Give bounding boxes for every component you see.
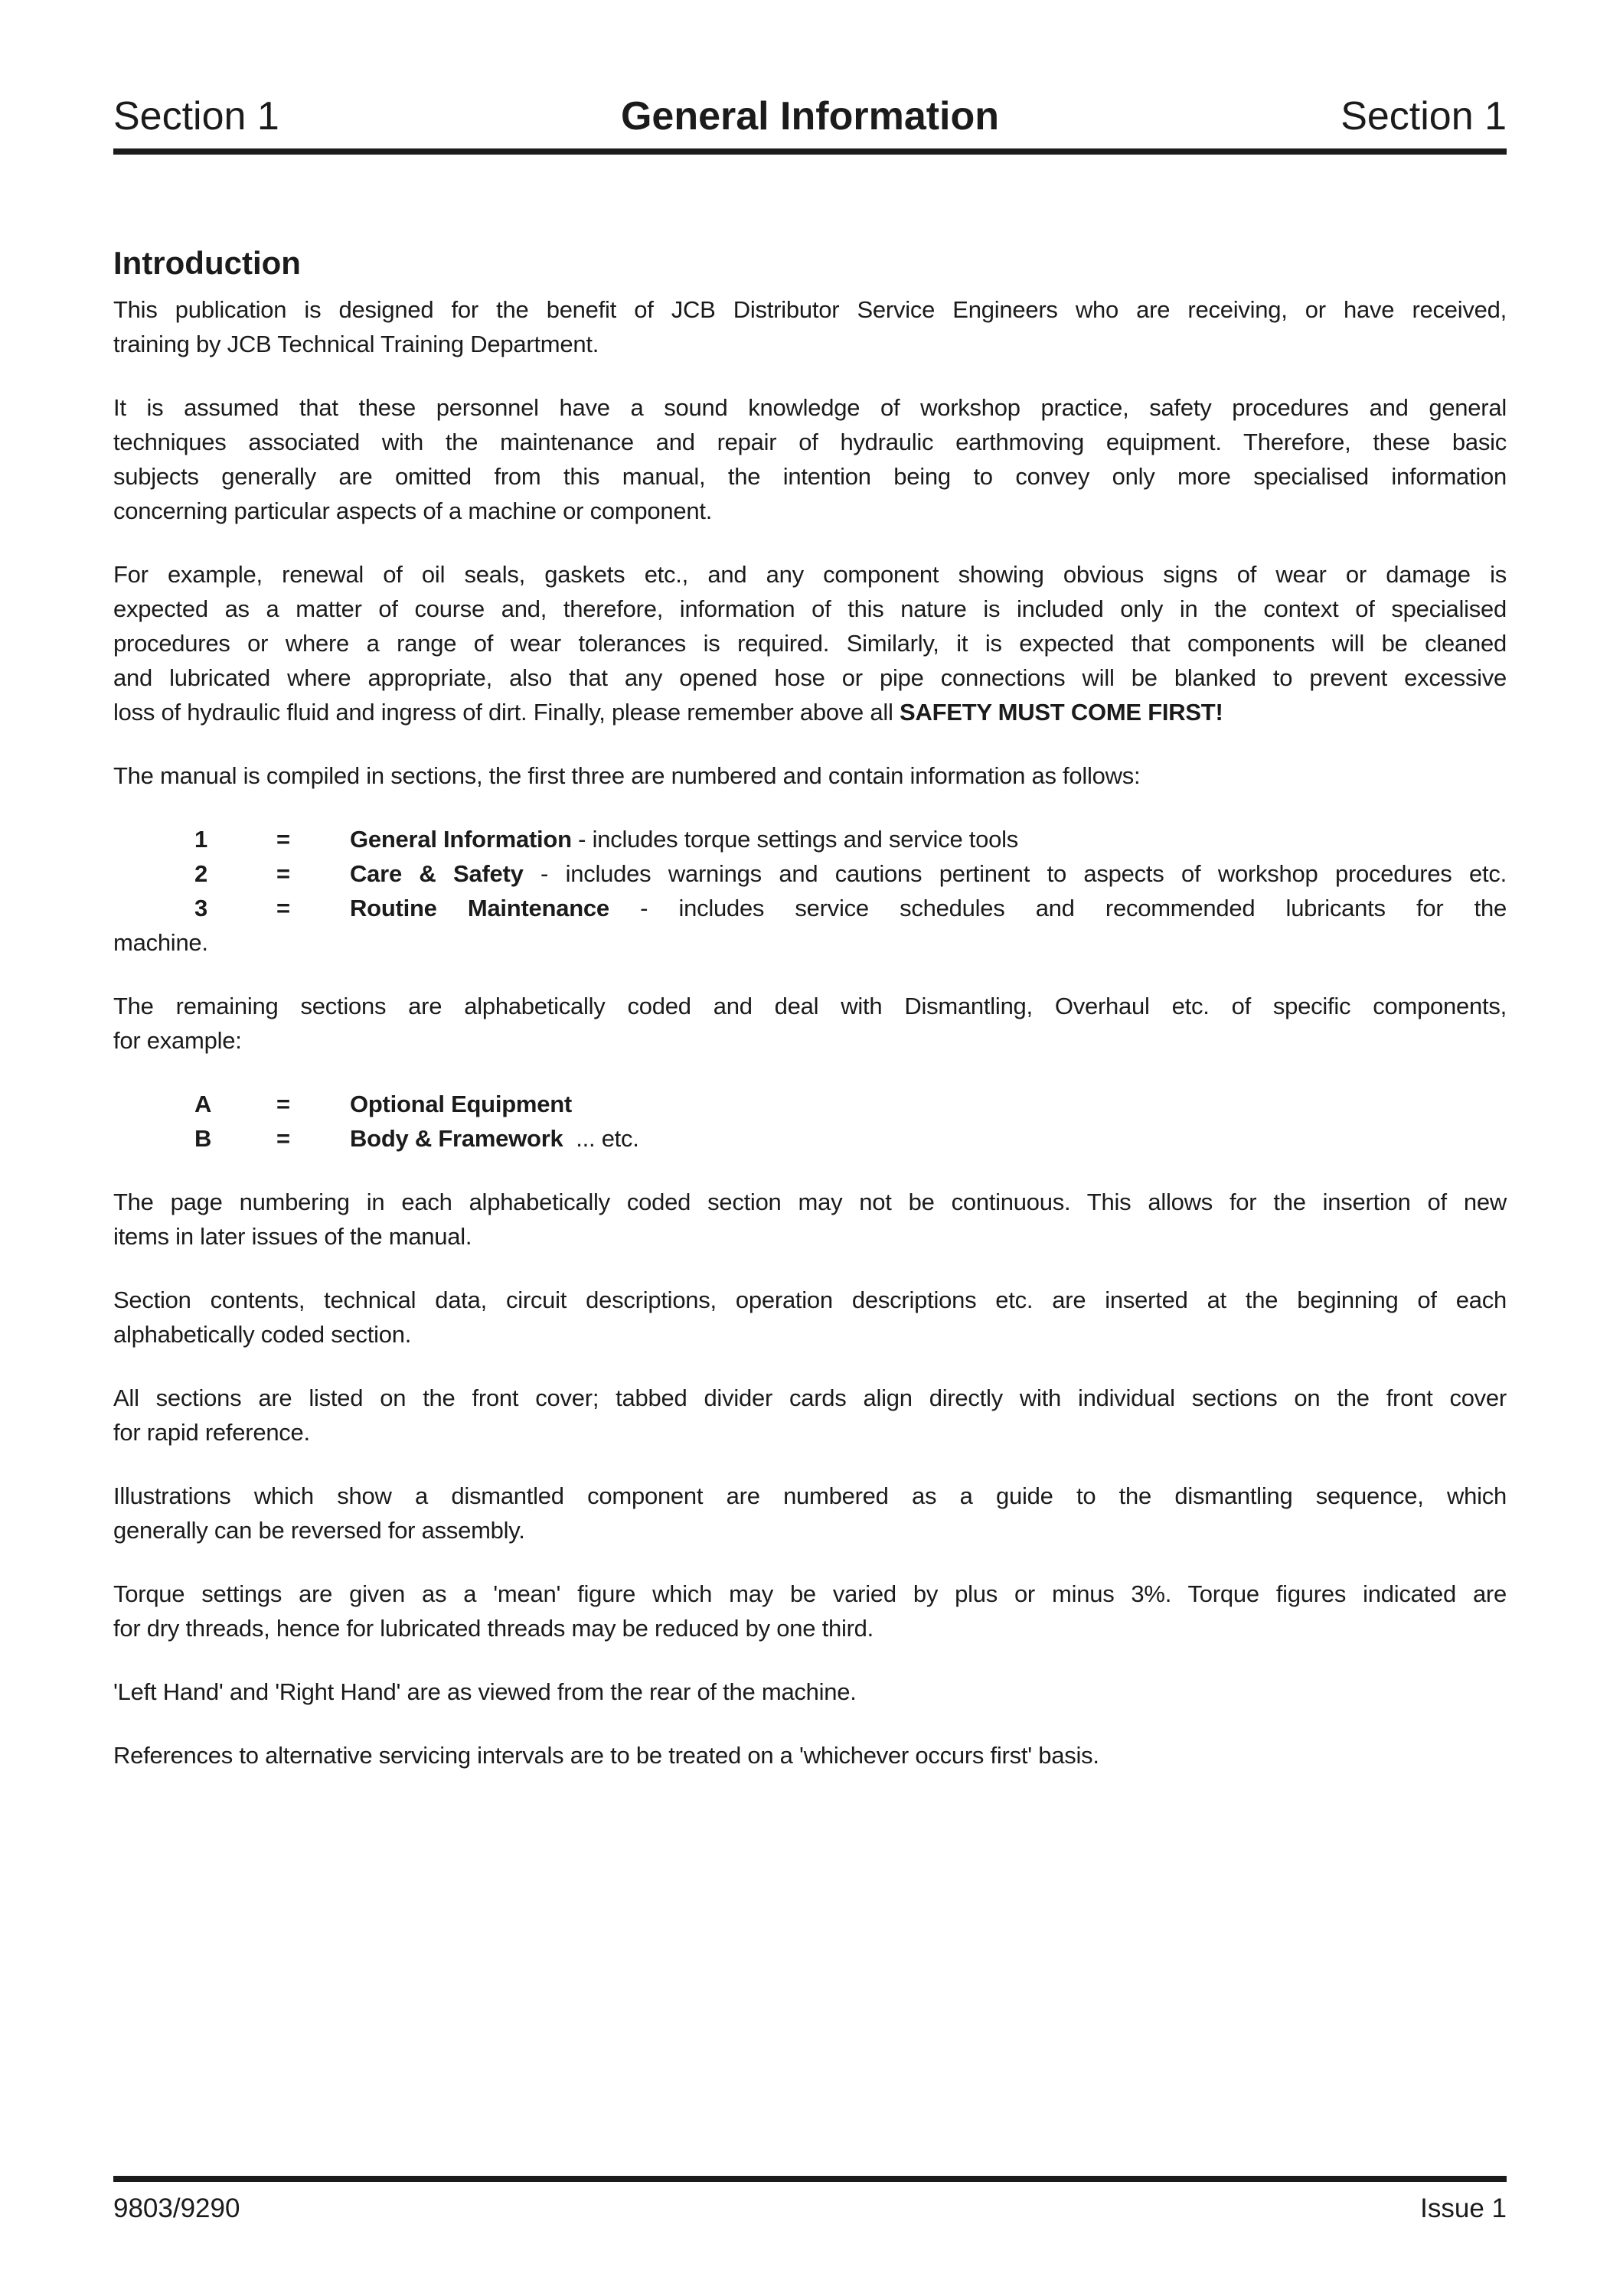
list-item-label: Body & Framework [350,1125,563,1152]
list-item-label: General Information [350,826,572,853]
equals-sign: = [276,826,290,853]
text-line: procedures or where a range of wear tolerances is required. Similarly, it is expected that components will be cleaned [113,630,1507,657]
list-item-number: 3 [194,895,207,921]
equals-sign: = [276,860,290,887]
text-line: For example, renewal of oil seals, gaskets etc., and any component showing obvious signs of wear or damage is [113,561,1507,588]
text-line: This publication is designed for the benefit of JCB Distributor Service Engineers who are receiving, or have received, [113,296,1507,323]
text-line: The manual is compiled in sections, the first three are numbered and contain information as follows: [113,762,1141,789]
paragraph-2 [113,390,1507,528]
text-line: concerning particular aspects of a machine or component. [113,497,713,524]
text-line: 'Left Hand' and 'Right Hand' are as viewed from the rear of the machine. [113,1678,857,1705]
issue-number: Issue 1 [1420,2193,1507,2223]
lettered-section-list [113,1087,1507,1156]
text-line: for example: [113,1027,242,1054]
text-line: and lubricated where appropriate, also that any opened hose or pipe connections will be blanked to prevent excessive [113,664,1507,691]
list-item [113,891,1507,925]
header-section-right: Section 1 [1341,94,1507,139]
paragraph-5 [113,989,1507,1058]
list-item-text [350,1121,1507,1156]
text-line: expected as a matter of course and, therefore, information of this nature is included only in the context of specialised [113,595,1507,622]
list-continuation-line: machine. [113,929,208,956]
intro-heading: Introduction [113,245,301,281]
list-item [113,1087,1507,1121]
paragraph-11 [113,1675,1507,1709]
paragraph-10 [113,1577,1507,1645]
text-line: Torque settings are given as a 'mean' figure which may be varied by plus or minus 3%. Torque figures indicated are [113,1580,1507,1607]
text-line: for rapid reference. [113,1419,310,1446]
page-footer [113,2176,1507,2225]
text-line: Section contents, technical data, circuit descriptions, operation descriptions etc. are inserted at the beginning of each [113,1287,1507,1313]
text-line: It is assumed that these personnel have a sound knowledge of workshop practice, safety procedures and general [113,394,1507,421]
paragraph-6 [113,1185,1507,1254]
text-line: All sections are listed on the front cover; tabbed divider cards align directly with individual sections on the front cover [113,1384,1507,1411]
page-header [113,95,1507,138]
text-line: subjects generally are omitted from this manual, the intention being to convey only more specialised information [113,463,1507,490]
text-run: loss of hydraulic fluid and ingress of dirt. Finally, please remember above all [113,699,900,726]
text-line: References to alternative servicing intervals are to be treated on a 'whichever occurs first' basis. [113,1742,1099,1769]
text-line: Illustrations which show a dismantled component are numbered as a guide to the dismantling sequence, which [113,1482,1507,1509]
list-item-label: Care & Safety [350,860,524,887]
list-item-number: 1 [194,826,207,853]
list-item-text [350,856,1507,891]
list-item-desc: - includes torque settings and service tools [571,826,1019,853]
paragraph-8 [113,1381,1507,1450]
paragraph-12 [113,1738,1507,1773]
footer-rule [113,2176,1507,2182]
page-content [113,0,1507,1802]
list-item-number: 2 [194,860,207,887]
text-line: generally can be reversed for assembly. [113,1517,525,1544]
equals-sign: = [276,895,290,921]
text-line: The remaining sections are alphabetically coded and deal with Dismantling, Overhaul etc. of specific components, [113,993,1507,1019]
list-item-letter: B [194,1125,212,1152]
paragraph-7 [113,1283,1507,1352]
list-item [113,856,1507,891]
page-title: General Information [620,94,1000,139]
list-item-desc: ... etc. [563,1125,639,1152]
equals-sign: = [276,1125,290,1152]
list-item-label: Optional Equipment [350,1091,572,1117]
paragraph-1 [113,292,1507,361]
list-item [113,822,1507,856]
text-line: items in later issues of the manual. [113,1223,472,1250]
paragraph-9 [113,1479,1507,1548]
text-line: training by JCB Technical Training Department. [113,331,599,357]
text-line: The page numbering in each alphabetically coded section may not be continuous. This allows for the insertion of new [113,1189,1507,1215]
paragraph-4 [113,758,1507,793]
text-line [113,695,1507,729]
numbered-section-list [113,822,1507,960]
header-section-left: Section 1 [113,94,279,139]
safety-emphasis: SAFETY MUST COME FIRST! [900,699,1223,726]
equals-sign: = [276,1091,290,1117]
list-item-text [350,891,1507,925]
list-item-text [350,1087,1507,1121]
text-line: techniques associated with the maintenance and repair of hydraulic earthmoving equipment. Therefore, these basic [113,429,1507,455]
publication-number: 9803/9290 [113,2193,240,2223]
list-item-text [350,822,1507,856]
list-item [113,1121,1507,1156]
header-rule [113,148,1507,155]
text-line: alphabetically coded section. [113,1321,412,1348]
list-item-letter: A [194,1091,212,1117]
list-item-desc: - includes warnings and cautions pertinent to aspects of workshop procedures etc. [523,860,1507,887]
text-line: for dry threads, hence for lubricated threads may be reduced by one third. [113,1615,874,1642]
list-item-label: Routine Maintenance [350,895,609,921]
paragraph-3 [113,557,1507,729]
list-item-desc: - includes service schedules and recommended lubricants for the [609,895,1507,921]
